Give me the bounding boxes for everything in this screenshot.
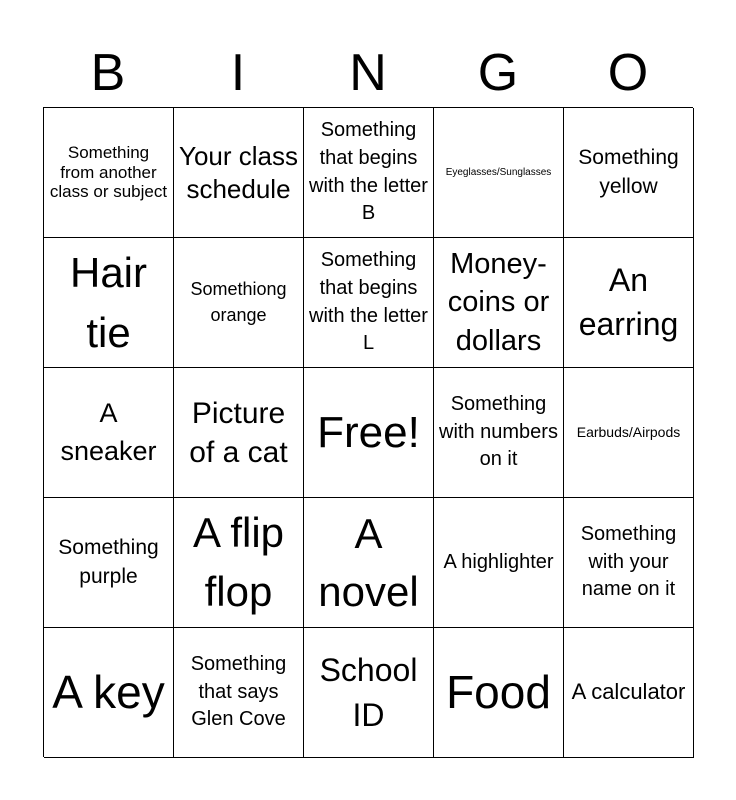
bingo-cell[interactable]: A novel <box>304 498 434 628</box>
bingo-cell[interactable]: Hair tie <box>44 238 174 368</box>
bingo-cell[interactable]: Eyeglasses/Sunglasses <box>434 108 564 238</box>
bingo-cell[interactable]: Something yellow <box>564 108 694 238</box>
bingo-cell[interactable]: Money- coins or dollars <box>434 238 564 368</box>
header-letter-i: I <box>230 44 246 102</box>
bingo-cell[interactable]: Your class schedule <box>174 108 304 238</box>
bingo-cell[interactable]: School ID <box>304 628 434 758</box>
bingo-cell[interactable]: Something purple <box>44 498 174 628</box>
bingo-cell[interactable]: Free! <box>304 368 434 498</box>
bingo-cell[interactable]: Something that begins with the letter L <box>304 238 434 368</box>
header-letter-o: O <box>607 44 649 102</box>
bingo-cell[interactable]: A sneaker <box>44 368 174 498</box>
bingo-grid <box>43 107 693 757</box>
bingo-cell[interactable]: A calculator <box>564 628 694 758</box>
header-letter-b: B <box>90 44 126 102</box>
header-letter-n: N <box>349 44 387 102</box>
bingo-cell[interactable]: Something that begins with the letter B <box>304 108 434 238</box>
bingo-cell[interactable]: A key <box>44 628 174 758</box>
bingo-cell[interactable]: Something with your name on it <box>564 498 694 628</box>
bingo-cell[interactable]: Picture of a cat <box>174 368 304 498</box>
bingo-header <box>43 40 693 106</box>
bingo-cell[interactable]: A flip flop <box>174 498 304 628</box>
bingo-cell[interactable]: Earbuds/Airpods <box>564 368 694 498</box>
bingo-cell[interactable]: Something with numbers on it <box>434 368 564 498</box>
bingo-cell[interactable]: Somethiong orange <box>174 238 304 368</box>
header-letter-g: G <box>477 44 519 102</box>
bingo-cell[interactable]: Food <box>434 628 564 758</box>
bingo-cell[interactable]: An earring <box>564 238 694 368</box>
bingo-cell[interactable]: A highlighter <box>434 498 564 628</box>
bingo-cell[interactable]: Something that says Glen Cove <box>174 628 304 758</box>
bingo-cell[interactable]: Something from another class or subject <box>44 108 174 238</box>
